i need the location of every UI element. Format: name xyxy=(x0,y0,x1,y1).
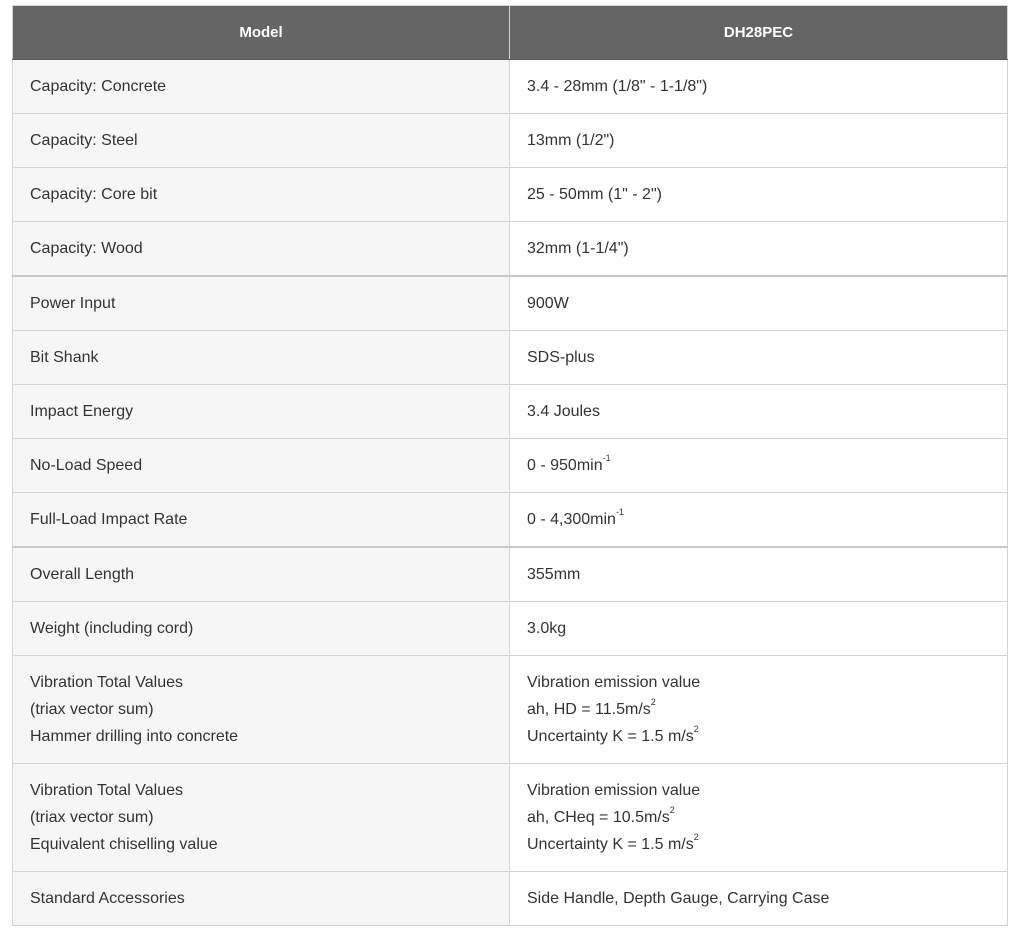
table-row xyxy=(13,872,1008,926)
table-row xyxy=(13,114,1008,168)
label-line: Hammer drilling into concrete xyxy=(30,728,239,745)
table-row xyxy=(13,656,1008,764)
row-label: Bit Shank xyxy=(13,331,510,385)
row-label: Impact Energy xyxy=(13,385,510,439)
table-row xyxy=(13,222,1008,277)
row-label: Capacity: Wood xyxy=(13,222,510,277)
value-line: Vibration emission value xyxy=(527,674,701,691)
row-label: Capacity: Concrete xyxy=(13,60,510,114)
row-value xyxy=(510,656,1008,764)
value-exponent: 2 xyxy=(650,696,656,707)
value-text: 0 - 4,300min xyxy=(527,511,616,528)
row-value xyxy=(510,439,1008,493)
row-label xyxy=(13,656,510,764)
row-value: 25 - 50mm (1" - 2") xyxy=(510,168,1008,222)
table-row xyxy=(13,276,1008,331)
value-exponent: 2 xyxy=(669,804,675,815)
row-value xyxy=(510,764,1008,872)
row-label: Overall Length xyxy=(13,547,510,602)
row-value: Side Handle, Depth Gauge, Carrying Case xyxy=(510,872,1008,926)
row-value: 355mm xyxy=(510,547,1008,602)
value-text: 0 - 950min xyxy=(527,457,603,474)
value-line xyxy=(527,723,990,750)
row-value: 900W xyxy=(510,276,1008,331)
label-line: Vibration Total Values xyxy=(30,782,183,799)
table-row xyxy=(13,764,1008,872)
row-label: Full-Load Impact Rate xyxy=(13,493,510,548)
value-line xyxy=(527,804,990,831)
row-label: Capacity: Core bit xyxy=(13,168,510,222)
table-row xyxy=(13,493,1008,548)
table-row xyxy=(13,439,1008,493)
row-label: Power Input xyxy=(13,276,510,331)
value-line xyxy=(527,831,990,858)
value-exponent: -1 xyxy=(615,506,624,517)
row-label: Standard Accessories xyxy=(13,872,510,926)
value-text: Uncertainty K = 1.5 m/s xyxy=(527,728,694,745)
table-row xyxy=(13,385,1008,439)
value-text: Uncertainty K = 1.5 m/s xyxy=(527,836,694,853)
row-label: No-Load Speed xyxy=(13,439,510,493)
header-model: Model xyxy=(13,6,510,60)
row-value: SDS-plus xyxy=(510,331,1008,385)
row-value: 3.0kg xyxy=(510,602,1008,656)
table-row xyxy=(13,168,1008,222)
value-exponent: -1 xyxy=(602,452,611,463)
row-label: Weight (including cord) xyxy=(13,602,510,656)
table-header-row xyxy=(13,6,1008,60)
row-label xyxy=(13,764,510,872)
row-label: Capacity: Steel xyxy=(13,114,510,168)
table-row xyxy=(13,547,1008,602)
row-value: 3.4 Joules xyxy=(510,385,1008,439)
label-line: (triax vector sum) xyxy=(30,701,154,718)
header-model-name: DH28PEC xyxy=(510,6,1008,60)
spec-table xyxy=(12,5,1008,926)
label-line: (triax vector sum) xyxy=(30,809,154,826)
row-value xyxy=(510,493,1008,548)
row-value: 13mm (1/2") xyxy=(510,114,1008,168)
value-exponent: 2 xyxy=(693,723,699,734)
value-text: ah, CHeq = 10.5m/s xyxy=(527,809,670,826)
row-value: 3.4 - 28mm (1/8" - 1-1/8") xyxy=(510,60,1008,114)
value-line: Vibration emission value xyxy=(527,782,701,799)
label-line: Vibration Total Values xyxy=(30,674,183,691)
value-line xyxy=(527,696,990,723)
table-row xyxy=(13,602,1008,656)
value-text: ah, HD = 11.5m/s xyxy=(527,701,651,718)
row-value: 32mm (1-1/4") xyxy=(510,222,1008,277)
label-line: Equivalent chiselling value xyxy=(30,836,218,853)
value-exponent: 2 xyxy=(693,831,699,842)
table-row xyxy=(13,331,1008,385)
table-row xyxy=(13,60,1008,114)
